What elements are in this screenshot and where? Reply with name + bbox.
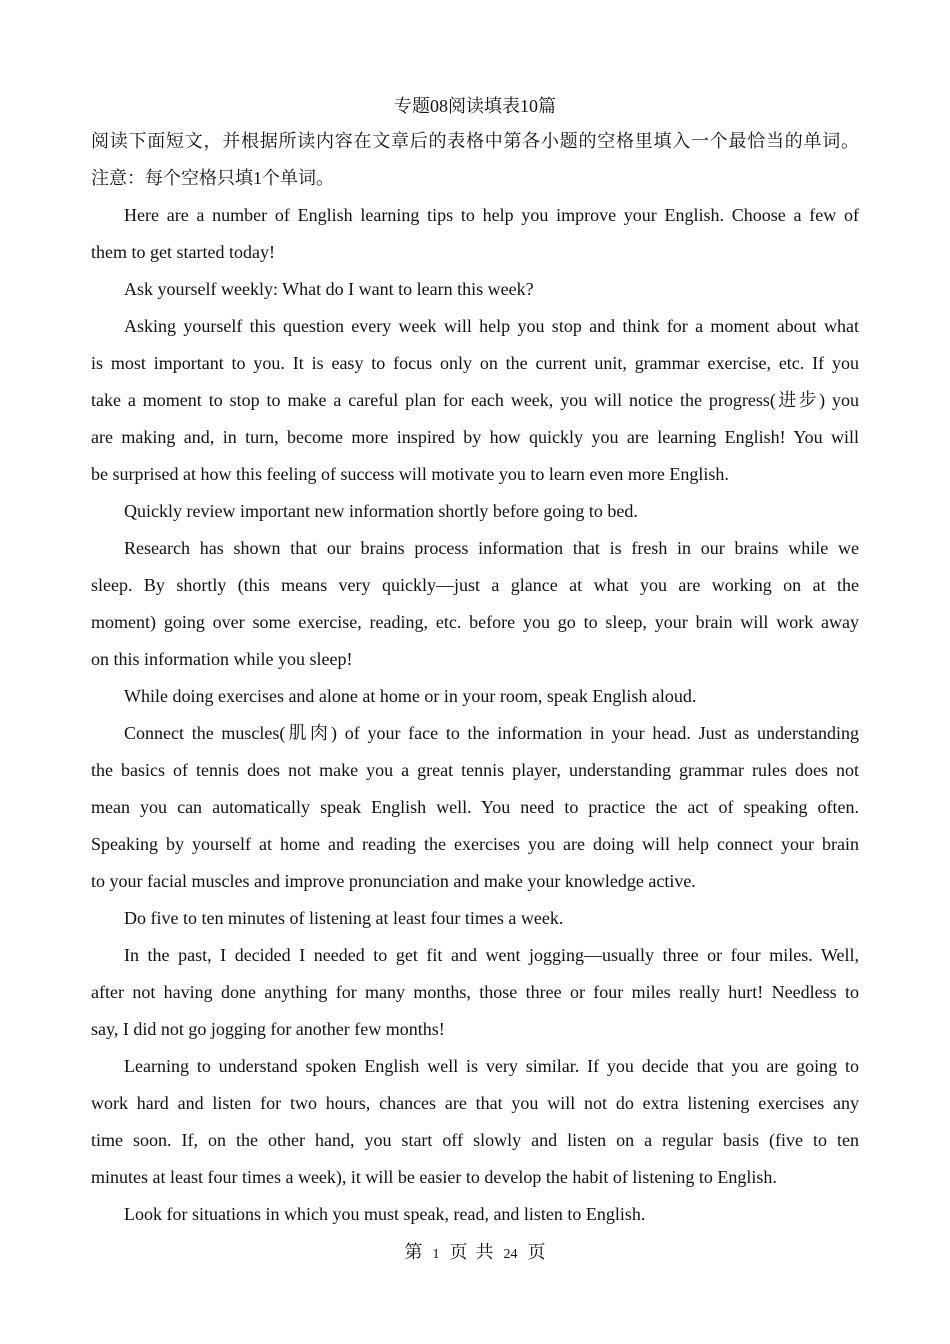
footer-prefix: 第 [404,1242,423,1262]
footer-total-word: 共 [475,1242,494,1262]
text-line: say, I did not go jogging for another few months! [91,1019,445,1039]
text-line: the basics of tennis does not make you a great tennis player, understanding grammar rules does not [91,760,859,780]
text-line: them to get started today! [91,242,275,262]
text-line: Learning to understand spoken English well is very similar. If you decide that you are going to [124,1056,859,1076]
text-line: Asking yourself this question every week will help you stop and think for a moment about what [124,316,859,336]
instruction-line: 注意：每个空格只填1个单词。 [91,168,334,188]
text-line: Research has shown that our brains process information that is fresh in our brains while we [124,538,859,558]
text-line: moment) going over some exercise, reading, etc. before you go to sleep, your brain will work away [91,612,859,632]
text-line: sleep. By shortly (this means very quickly—just a glance at what you are working on at the [91,575,859,595]
instruction-line: 阅读下面短文，并根据所读内容在文章后的表格中第各小题的空格里填入一个最恰当的单词。 [91,131,859,151]
paragraph [91,937,859,1048]
text-line: Do five to ten minutes of listening at least four times a week. [124,908,564,928]
paragraph [91,1048,859,1196]
footer-suffix: 页 [527,1242,546,1262]
text-line: take a moment to stop to make a careful plan for each week, you will notice the progress(进步) you [91,390,859,410]
paragraph [91,493,859,530]
footer-page-number: 1 [432,1247,440,1262]
text-line: is most important to you. It is easy to focus only on the current unit, grammar exercise, etc. If you [91,353,859,373]
footer-page-word: 页 [449,1242,468,1262]
text-line: minutes at least four times a week), it will be easier to develop the habit of listening to English. [91,1167,777,1187]
document-body [91,123,859,1233]
text-line: Here are a number of English learning tips to help you improve your English. Choose a few of [124,205,859,225]
text-line: mean you can automatically speak English well. You need to practice the act of speaking often. [91,797,859,817]
text-line: Ask yourself weekly: What do I want to learn this week? [124,279,534,299]
footer-total-pages: 24 [503,1247,518,1262]
paragraph [91,530,859,678]
paragraph [91,678,859,715]
paragraph [91,197,859,271]
text-line: work hard and listen for two hours, chances are that you will not do extra listening exercises any [91,1093,859,1113]
page-footer [0,1240,950,1267]
paragraph [91,271,859,308]
paragraph [91,900,859,937]
text-line: time soon. If, on the other hand, you start off slowly and listen on a regular basis (five to ten [91,1130,859,1150]
paragraph [91,308,859,493]
text-line: on this information while you sleep! [91,649,353,669]
text-line: While doing exercises and alone at home or in your room, speak English aloud. [124,686,697,706]
text-line: Quickly review important new information shortly before going to bed. [124,501,638,521]
text-line: Speaking by yourself at home and reading the exercises you are doing will help connect your brain [91,834,859,854]
text-line: after not having done anything for many months, those three or four miles really hurt! Needless to [91,982,859,1002]
paragraph [91,715,859,900]
text-line: Look for situations in which you must speak, read, and listen to English. [124,1204,646,1224]
paragraph [91,1196,859,1233]
text-line: Connect the muscles(肌肉) of your face to the information in your head. Just as understanding [124,723,859,743]
document-title: 专题08阅读填表10篇 [394,96,556,116]
text-line: be surprised at how this feeling of success will motivate you to learn even more English. [91,464,729,484]
text-line: are making and, in turn, become more inspired by how quickly you are learning English! You will [91,427,859,447]
text-line: to your facial muscles and improve pronunciation and make your knowledge active. [91,871,696,891]
text-line: In the past, I decided I needed to get fit and went jogging—usually three or four miles. Well, [124,945,859,965]
